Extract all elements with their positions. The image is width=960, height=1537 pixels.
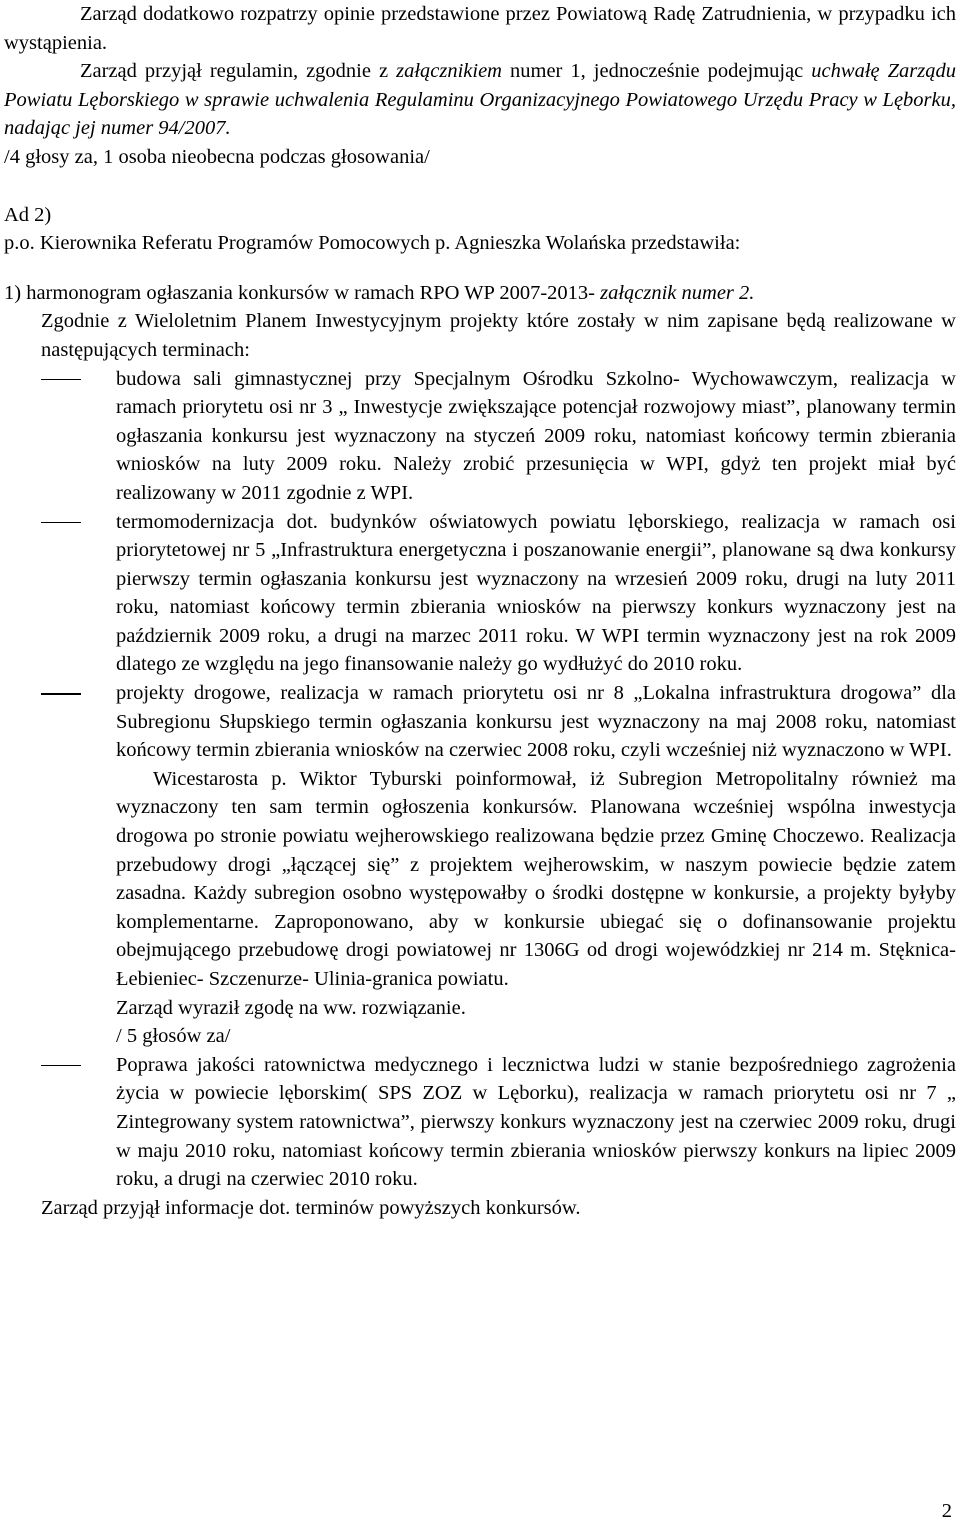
text-emphasis: uchwałę Zarządu Powiatu Lęborskiego w sprawie uchwalenia Regulaminu Organizacyjnego Powiatowego Urzędu Pracy w Lęborku, nadając jej numer 94/2007. — [4, 60, 956, 140]
paragraph-council-opinion: Zarząd dodatkowo rozpatrzy opinie przedstawione przez Powiatową Radę Zatrudnienia, w przypadku ich wystąpienia. — [4, 3, 956, 54]
list-item-text: budowa sali gimnastycznej przy Specjalnym Ośrodku Szkolno- Wychowawczym, realizacja w ramach priorytetu osi nr 3 „ Inwestycje zwiększające potencjał rozwojowy miast”, planowany termin ogłaszania konkursu jest wyznaczony na styczeń 2009 roku, natomiast końcowy termin zbierania wniosków na luty 2009 roku. Należy zrobić przesunięcia w WPI, gdyż ten projekt miał być realizowany w 2011 zgodnie z WPI. — [116, 367, 956, 504]
paragraph-closing: Zarząd przyjął informacje dot. terminów powyższych konkursów. — [41, 1196, 581, 1219]
text-emphasis: załącznikiem — [396, 60, 502, 83]
list-item-text: projekty drogowe, realizacja w ramach priorytetu osi nr 8 „Lokalna infrastruktura drogowa” dla Subregionu Słupskiego termin ogłaszania konkursu jest wyznaczony na maj 2008 roku, natomiast końcowy termin zbierania wniosków na czerwiec 2008 roku, czyli wcześniej niż wyznaczono w WPI. — [116, 682, 956, 762]
list-item — [4, 365, 956, 508]
list-item — [4, 1051, 956, 1194]
page-number: 2 — [941, 1500, 952, 1522]
paragraph-wpi: Zgodnie z Wieloletnim Planem Inwestycyjnym projekty które zostały w nim zapisane będą realizowane w następujących terminach: — [41, 310, 956, 361]
text: 1) harmonogram ogłaszania konkursów w ramach RPO WP 2007-2013- — [4, 281, 601, 304]
item-1 — [4, 279, 956, 308]
section-heading-ad2: Ad 2) — [4, 203, 52, 226]
list-item-text: Poprawa jakości ratownictwa medycznego i lecznictwa ludzi w stanie bezpośredniego zagrożenia życia w powiecie lęborskim( SPS ZOZ w Lęborku), realizacja w ramach priorytetu osi nr 7 „ Zintegrowany system ratownictwa”, pierwszy konkurs wyznaczony jest na czerwiec 2009 roku, drugi w maju 2010 roku, natomiast końcowy termin zbierania wniosków pierwszy konkurs na lipiec 2009 roku, a drugi na czerwiec 2010 roku. — [116, 1053, 956, 1191]
vote-result: /4 głosy za, 1 osoba nieobecna podczas głosowania/ — [4, 145, 430, 168]
text-emphasis: załącznik numer 2. — [600, 281, 755, 304]
paragraph-agreement: Zarząd wyraził zgodę na ww. rozwiązanie. — [116, 996, 466, 1019]
paragraph-regulation — [4, 57, 956, 143]
document-page — [4, 0, 956, 1222]
text: Zarząd przyjął regulamin, zgodnie z — [80, 60, 397, 83]
list-item-text: termomodernizacja dot. budynków oświatowych powiatu lęborskiego, realizacja w ramach osi priorytetowej nr 5 „Infrastruktura energetyczna i poszanowanie energii”, planowane są dwa konkursy pierwszy termin ogłaszania konkursu jest wyznaczony na wrzesień 2009 roku, drugi na luty 2011 roku, natomiast końcowy termin zbierania wniosków na pierwszy konkurs wyznaczony jest na październik 2009 roku, a drugi na marzec 2011 roku. W WPI termin wyznaczony jest na rok 2009 dlatego ze względu na jego finansowanie należy go wydłużyć do 2010 roku. — [116, 510, 956, 676]
list-item — [4, 508, 956, 680]
paragraph-wicestarosta: Wicestarosta p. Wiktor Tyburski poinformował, iż Subregion Metropolitalny również ma wyznaczony ten sam termin ogłoszenia konkursów. Planowana wcześniej wspólna inwestycja drogowa po stronie powiatu wejherowskiego realizowana będzie przez Gminę Choczewo. Realizacja przebudowy drogi „łączącej się” z projektem wejherowskim, w naszym powiecie będzie zatem zasadna. Każdy subregion osobno występowałby o środki dostępne w konkursie, a projekty byłyby komplementarne. Zaproponowano, aby w konkursie ubiegać się o dofinansowanie projektu obejmującego przebudowę drogi powiatowej nr 1306G od drogi wojewódzkiej nr 214 m. Stęknica- Łebieniec- Szczenurze- Ulinia-granica powiatu. — [116, 767, 956, 990]
text: numer 1, jednocześnie podejmując — [502, 60, 812, 83]
presenter-line: p.o. Kierownika Referatu Programów Pomocowych p. Agnieszka Wolańska przedstawiła: — [4, 232, 741, 255]
vote-result-2: / 5 głosów za/ — [116, 1025, 231, 1048]
list-item — [4, 679, 956, 765]
